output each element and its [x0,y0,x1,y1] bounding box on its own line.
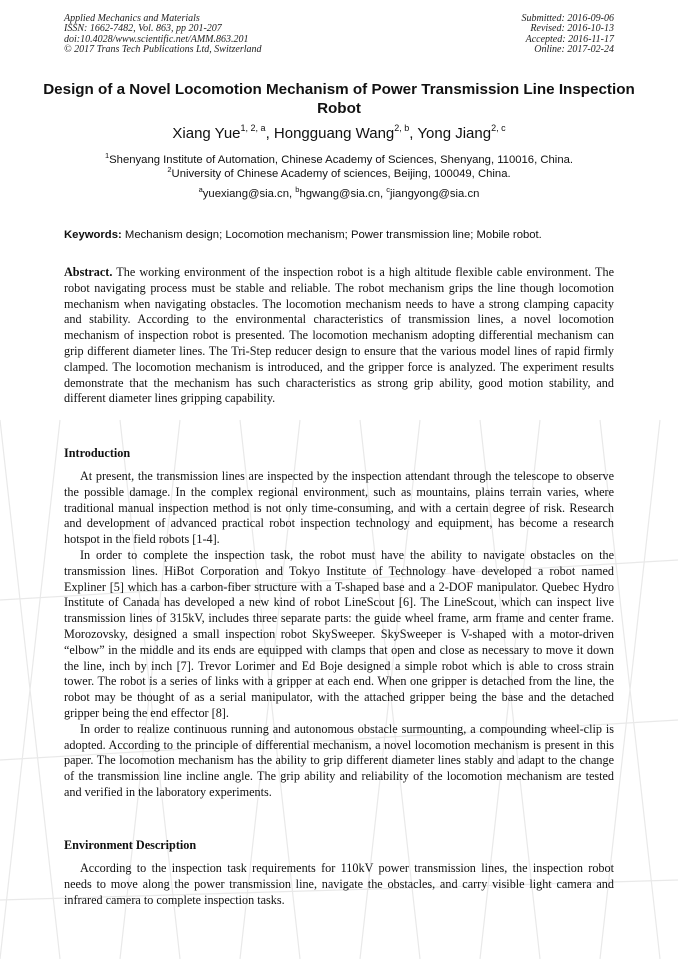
affiliation-text: Shenyang Institute of Automation, Chinese Academy of Sciences, Shenyang, 110016, China. [109,154,574,166]
author-name: Yong Jiang [417,125,492,142]
email-sup: b [295,185,300,194]
abstract-text: The working environment of the inspection robot is a high altitude flexible cable environment. The robot navigating process must be stable and reliable. The robot mechanism grips the line though locomotion mechanism when navigating obstacles. The locomotion mechanism needs to have a strong clamping capacity and stability. According to the environmental characteristics of transmission lines, a novel locomotion mechanism of inspection robot is presented. The locomotion mechanism adopting differential mechanism can grip different diameter lines. The Tri-Step reducer design to ensure that the various model lines of rapid firmly clamped. The locomotion mechanism is introduced, and the gripper force is analyzed. The experiment results demonstrate that the mechanism has such characteristics as strong grip ability, good motion stability, and different diameter lines gripping capability. [64,265,614,406]
author-sup: 2, b [394,123,410,133]
paragraph: At present, the transmission lines are inspected by the inspection attendant through the telescope to observe the possible damage. In the complex regional environment, such as mountains, plains terrain varies, where traditional manual inspection method is not only time-consuming, and with a certain degree of risk. Research and development of advanced practical robot inspection technology and equipment, has become a research hotspot in the field robots [1-4]. [64,469,614,547]
paragraph: In order to complete the inspection task, the robot must have the ability to navigate obstacles on the transmission lines. HiBot Corporation and Tokyo Institute of Technology have developed a robot named Expliner [5] which has a carbon-fiber structure with a T-shaped base and a 2-DOF manipulator. Quebec Hydro Institute of Canada has developed a new kind of robot LineScout [6]. The LineScout, which can inspect live transmission lines of 315kV, includes three separate parts: the guide wheel frame, arm frame and center frame. Morozovsky, designed a small inspection robot SkySweeper. SkySweeper is V-shaped with a motor-driven “elbow” in the middle and its ends are equipped with clamps that open and close as necessary to move it down the line, inch by inch [7]. Trevor Lorimer and Ed Boje designed a simple robot which is able to cross strain tower. The robot is a series of links with a gripper at each end. When one gripper is detached from the line, the robot may be thought of as a serial manipulator, with the attached gripper being the base and the detached gripper being the end effector [8]. [64,547,614,720]
email-sup: c [386,185,391,194]
email-link[interactable]: hgwang@sia.cn, [299,188,387,200]
accepted-date: Accepted: 2016-11-17 [525,33,614,45]
affiliation-sup: 1 [104,151,110,160]
affiliation-1 [0,151,678,166]
author-name: Xiang Yue [172,125,241,142]
keywords [64,229,618,241]
affiliation-sup: 2 [167,165,172,174]
paragraph: According to the inspection task requirements for 110kV power transmission lines, the inspection robot needs to move along the power transmission line, navigate the obstacles, and carry visible light camera and infrared camera to complete inspection tasks. [64,861,614,907]
author-name: Hongguang Wang [273,125,395,142]
email-link[interactable]: jiangyong@sia.cn [390,188,480,200]
dates-info [522,14,615,55]
introduction-body [64,469,614,801]
paper-title: Design of a Novel Locomotion Mechanism of Power Transmission Line Inspection Robot [43,81,635,117]
email-link[interactable]: yuexiang@sia.cn, [202,188,296,200]
abstract [64,265,614,407]
submitted-date: Submitted: 2016-09-06 [521,13,614,24]
section-heading-introduction: Introduction [64,446,131,460]
email-sup: a [198,185,203,194]
journal-info [64,14,262,55]
email-line [0,185,678,200]
affiliation-text: University of Chinese Academy of sciences, Beijing, 100049, China. [171,168,511,180]
author-list: Xiang Yue$^{1, 2, a}$, Hongguang Wang$^{2, b}$, Yong Jiang$^{2, c}$ [172,123,506,142]
copyright-line: © 2017 Trans Tech Publications Ltd, Switzerland [64,43,262,55]
online-date: Online: 2017-02-24 [534,43,614,55]
keywords-text: Mechanism design; Locomotion mechanism; Power transmission line; Mobile robot. [121,229,542,241]
environment-body [64,861,614,908]
section-heading-environment: Environment Description [64,838,197,852]
keywords-label: Keywords: [64,229,122,241]
revised-date: Revised: 2016-10-13 [530,23,614,35]
affiliation-2 [0,165,678,180]
issn-line: ISSN: 1662-7482, Vol. 863, pp 201-207 [64,23,222,35]
doi-line: doi:10.4028/www.scientific.net/AMM.863.201 [64,33,249,45]
paragraph: In order to realize continuous running and autonomous obstacle surmounting, a compounding wheel-clip is adopted. According to the principle of differential mechanism, a novel locomotion mechanism is present in this paper. The locomotion mechanism has the ability to grip different diameter lines stably and adapt to the change of the transmission line incline angle. The grip ability and reliability of the locomotion mechanism are tested and verified in the laboratory experiments. [64,721,614,799]
author-sup: 1, 2, a [240,123,266,133]
author-sup: 2, c [491,123,506,133]
journal-name: Applied Mechanics and Materials [64,13,200,24]
abstract-label: Abstract. [64,265,113,279]
